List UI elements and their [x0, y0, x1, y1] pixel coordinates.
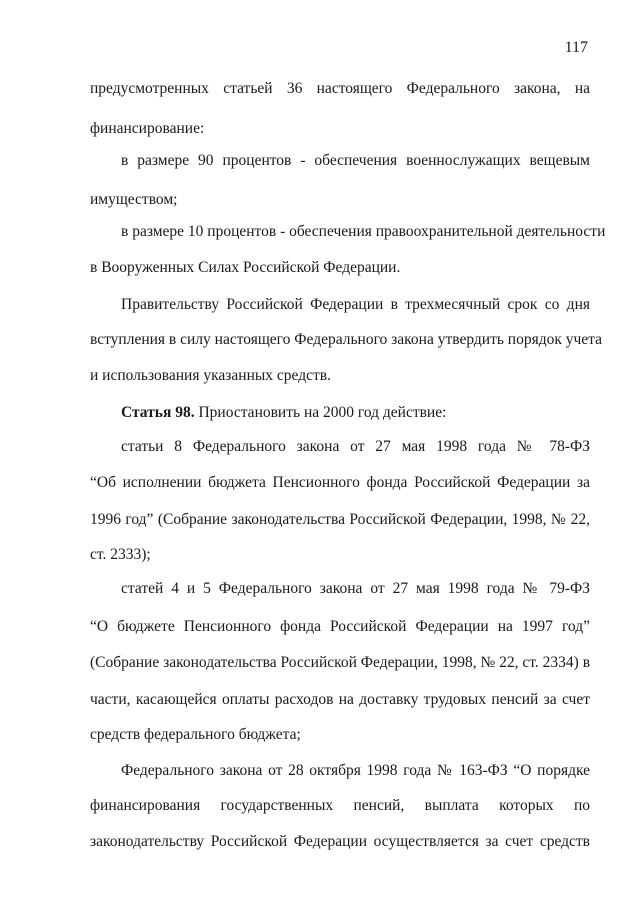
text-line: Федерального закона от 28 октября 1998 года № 163-ФЗ “О порядке — [121, 762, 590, 779]
text-line: статьи 8 Федерального закона от 27 мая 1998 года № 78-ФЗ — [121, 438, 590, 455]
text-line: части, касающейся оплаты расходов на доставку трудовых пенсий за счет — [90, 691, 590, 708]
text-line: Правительству Российской Федерации в трехмесячный срок со дня — [121, 296, 590, 313]
text-line: финансирование: — [90, 120, 205, 137]
text-line: предусмотренных статьей 36 настоящего Федерального закона, на — [90, 80, 590, 97]
text-line: в Вооруженных Силах Российской Федерации. — [90, 259, 401, 276]
article-number: Статья 98. — [121, 404, 195, 421]
page-number: 117 — [564, 39, 588, 56]
text-line: “О бюджете Пенсионного фонда Российской Федерации на 1997 год” — [90, 618, 590, 635]
text-line: финансирования государственных пенсий, выплата которых по — [90, 797, 590, 814]
text-line: и использования указанных средств. — [90, 367, 331, 384]
text-line: 1996 год” (Собрание законодательства Российской Федерации, 1998, № 22, — [90, 511, 590, 528]
text-line: (Собрание законодательства Российской Федерации, 1998, № 22, ст. 2334) в — [90, 654, 591, 671]
text-line: вступления в силу настоящего Федерального закона утвердить порядок учета — [90, 331, 603, 348]
article-text: Приостановить на 2000 год действие: — [194, 404, 447, 421]
text-line: имуществом; — [90, 191, 178, 208]
text-line: законодательству Российской Федерации осуществляется за счет средств — [90, 833, 590, 850]
text-line: ст. 2333); — [90, 546, 151, 563]
text-line: в размере 10 процентов - обеспечения правоохранительной деятельности — [121, 223, 606, 240]
text-line: в размере 90 процентов - обеспечения военнослужащих вещевым — [121, 152, 590, 169]
text-line: “Об исполнении бюджета Пенсионного фонда Российской Федерации за — [90, 474, 590, 491]
article-heading-line — [121, 403, 590, 423]
text-line: статей 4 и 5 Федерального закона от 27 мая 1998 года № 79-ФЗ — [121, 580, 590, 597]
text-line: средств федерального бюджета; — [90, 726, 301, 743]
